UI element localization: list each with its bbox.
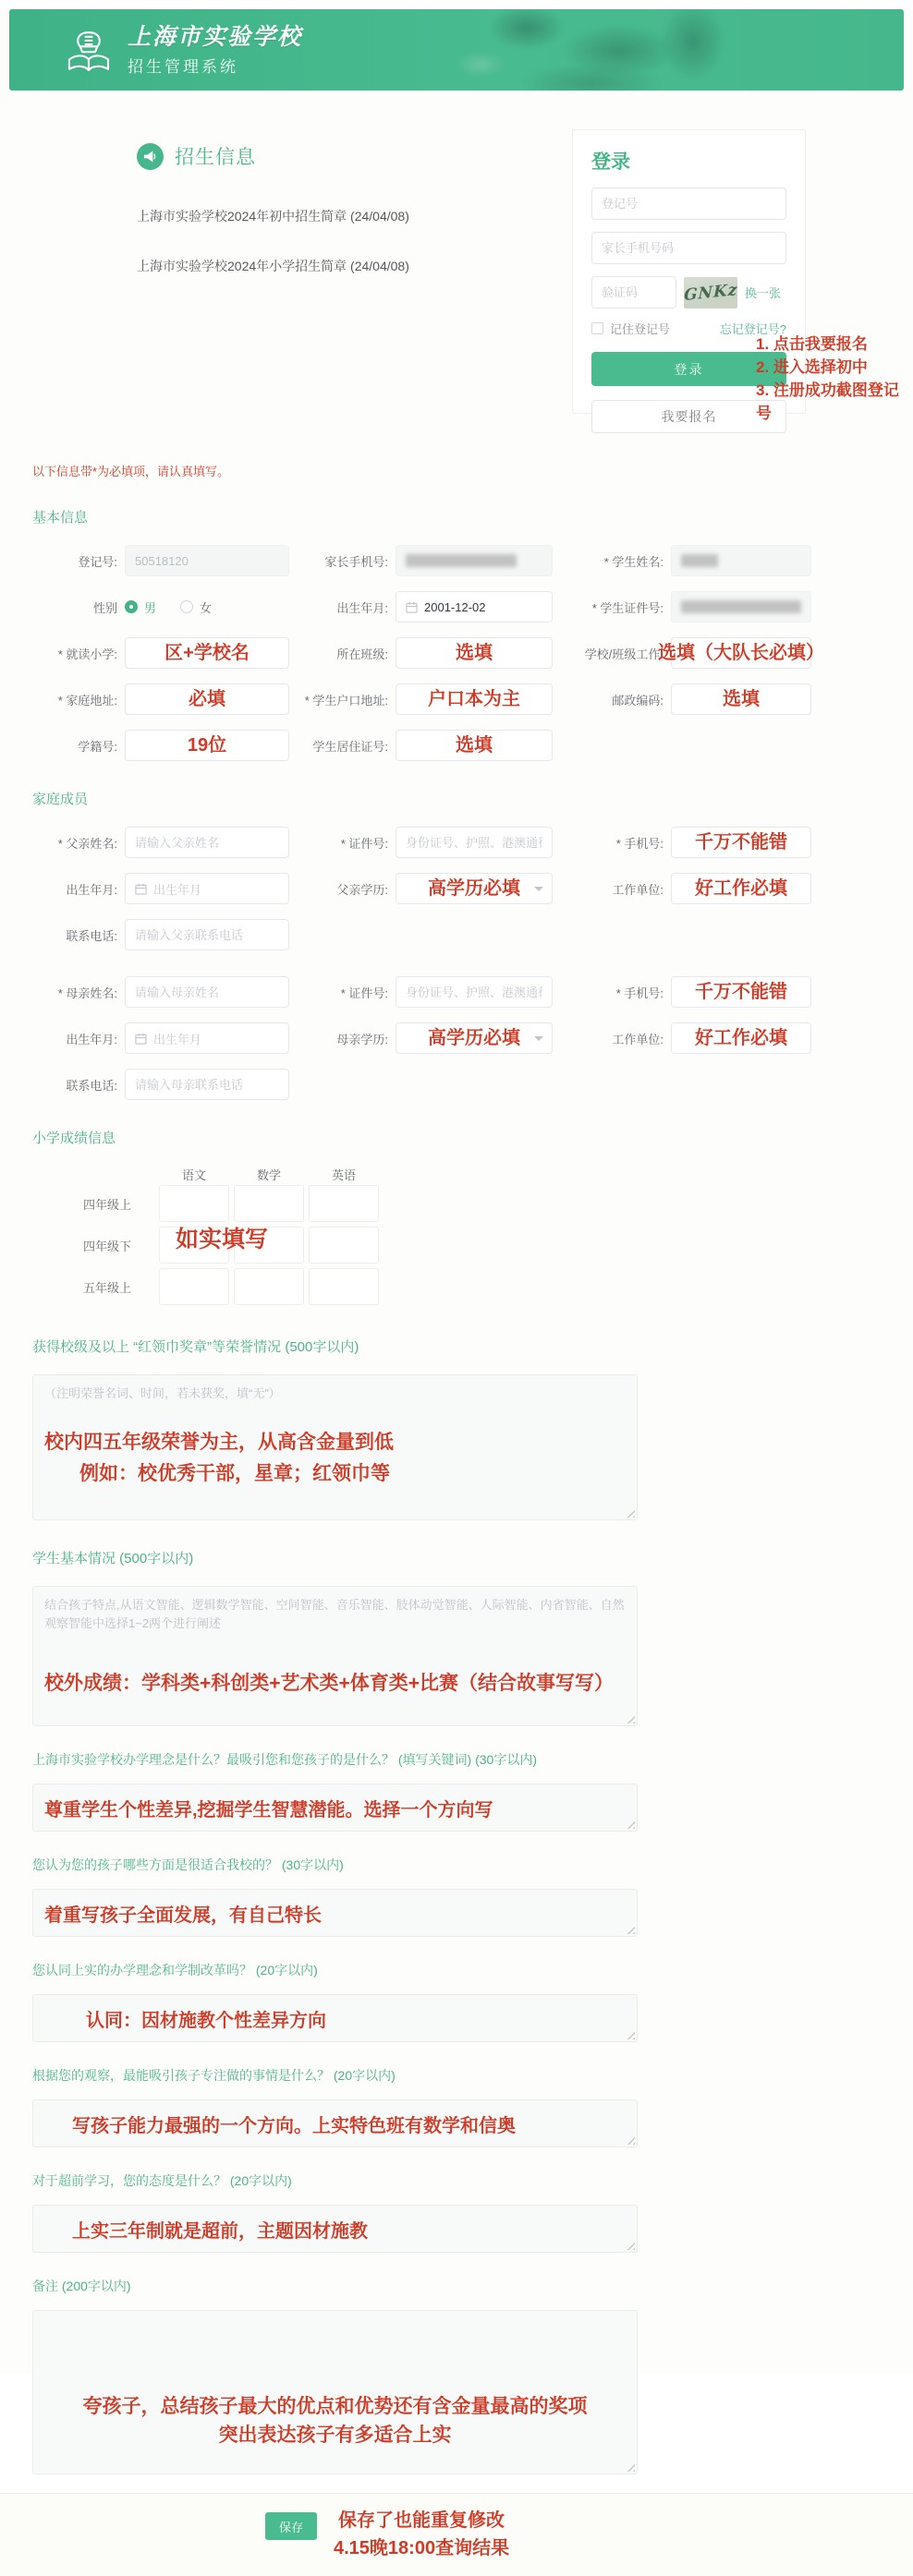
score-input[interactable] bbox=[309, 1185, 379, 1222]
mother-birth-input[interactable] bbox=[125, 1022, 289, 1054]
save-button[interactable]: 保存 bbox=[265, 2512, 317, 2540]
captcha-refresh-link[interactable]: 换一张 bbox=[745, 286, 782, 300]
student-id-label: * 学生证件号: bbox=[591, 600, 663, 615]
captcha-text: GNKz bbox=[683, 280, 738, 305]
father-id-label: * 证件号: bbox=[340, 836, 388, 851]
mother-id-label: * 证件号: bbox=[340, 986, 388, 1000]
residence-label: 学生居住证号: bbox=[312, 739, 388, 754]
class-annotation: 选填 bbox=[456, 643, 493, 663]
hukou-address-input[interactable] bbox=[396, 683, 553, 715]
announcement-icon bbox=[137, 143, 164, 170]
mother-company-annotation: 好工作必填 bbox=[695, 1028, 787, 1048]
honors-annotation-line: 例如：校优秀干部，星章；红领巾等 bbox=[79, 1463, 390, 1484]
honors-annotation bbox=[44, 1427, 626, 1490]
resize-handle-icon[interactable] bbox=[626, 2462, 635, 2472]
father-tel-input[interactable] bbox=[125, 919, 289, 950]
father-id-input[interactable] bbox=[396, 827, 553, 858]
login-steps-annotation bbox=[756, 333, 911, 425]
primary-school-input[interactable] bbox=[125, 637, 289, 669]
question-2-annotation: 着重写孩子全面发展，有自己特长 bbox=[44, 1905, 322, 1926]
login-title: 登录 bbox=[591, 151, 630, 173]
resize-handle-icon[interactable] bbox=[626, 2135, 635, 2145]
school-logo-icon bbox=[63, 25, 115, 77]
father-tel-text[interactable] bbox=[135, 920, 279, 949]
form-footer bbox=[0, 2493, 913, 2576]
question-3-title: 您认同上实的办学理念和学制改革吗？ (20字以内) bbox=[32, 1963, 318, 1977]
profile-annotation: 校外成绩：学科类+科创类+艺术类+体育类+比赛（结合故事写写） bbox=[44, 1673, 615, 1694]
regno-label: 登记号: bbox=[78, 554, 117, 569]
remark-title: 备注 (200字以内) bbox=[32, 2279, 131, 2293]
residence-no-input[interactable] bbox=[396, 730, 553, 761]
father-id-text[interactable] bbox=[406, 828, 542, 857]
zip-label: 邮政编码: bbox=[612, 693, 663, 707]
notice-item-label: 上海市实验学校2024年小学招生简章 bbox=[137, 259, 347, 273]
section-title-basic: 基本信息 bbox=[32, 510, 89, 526]
captcha-input[interactable] bbox=[591, 276, 676, 308]
remember-checkbox[interactable] bbox=[591, 322, 603, 334]
section-title-honors: 获得校级及以上 “红领巾奖章”等荣誉情况 (500字以内) bbox=[32, 1339, 359, 1355]
system-name: 招生管理系统 bbox=[128, 58, 238, 76]
mother-birth-label: 出生年月: bbox=[66, 1032, 117, 1046]
residence-annotation: 选填 bbox=[456, 735, 493, 756]
mother-edu-select[interactable] bbox=[396, 1022, 553, 1054]
gender-field bbox=[125, 599, 289, 616]
score-input[interactable] bbox=[159, 1185, 229, 1222]
redacted-value bbox=[406, 554, 517, 567]
mother-mobile-label: * 手机号: bbox=[615, 986, 663, 1000]
mother-birth-placeholder: 出生年月 bbox=[153, 1032, 202, 1046]
birth-label: 出生年月: bbox=[336, 600, 388, 615]
mother-name-text[interactable] bbox=[135, 977, 279, 1007]
father-name-input[interactable] bbox=[125, 827, 289, 858]
header-background-photo bbox=[416, 9, 813, 91]
required-note: 以下信息带*为必填项，请认真填写。 bbox=[32, 465, 230, 478]
class-work-input[interactable] bbox=[658, 637, 824, 669]
save-annotation-line: 保存了也能重复修改 bbox=[338, 2510, 505, 2531]
profile-placeholder: 结合孩子特点,从语文智能、逻辑数学智能、空间智能、音乐智能、肢体动觉智能、人际智能、内省智能、自然观察智能中选择1~2两个进行阐述 bbox=[44, 1598, 625, 1630]
father-company-label: 工作单位: bbox=[612, 882, 663, 897]
redacted-value bbox=[681, 600, 801, 613]
father-birth-input[interactable] bbox=[125, 873, 289, 904]
father-mobile-input[interactable] bbox=[671, 827, 811, 858]
gender-male-label: 男 bbox=[144, 600, 157, 615]
scores-annotation: 如实填写 bbox=[176, 1227, 269, 1252]
regno-value: 50518120 bbox=[135, 553, 189, 568]
resize-handle-icon[interactable] bbox=[626, 1820, 635, 1829]
father-birth-label: 出生年月: bbox=[66, 882, 117, 897]
student-name-field bbox=[671, 545, 811, 576]
question-3-annotation: 认同：因材施教个性差异方向 bbox=[86, 2010, 326, 2031]
login-step-1: 1. 点击我要报名 bbox=[756, 335, 868, 353]
class-work-annotation: 选填（大队长必填） bbox=[658, 643, 824, 663]
mother-tel-label: 联系电话: bbox=[66, 1078, 117, 1093]
primary-school-annotation: 区+学校名 bbox=[164, 643, 250, 663]
app-header bbox=[9, 9, 904, 91]
resize-handle-icon[interactable] bbox=[626, 1714, 635, 1723]
hukou-annotation: 户口本为主 bbox=[428, 689, 520, 709]
gender-label: 性别 bbox=[92, 600, 117, 615]
score-row-label: 四年级下 bbox=[83, 1239, 132, 1253]
mother-edu-annotation: 高学历必填 bbox=[428, 1028, 520, 1048]
save-annotation bbox=[334, 2507, 509, 2562]
class-input[interactable] bbox=[396, 637, 553, 669]
application-form bbox=[0, 462, 913, 2474]
mother-id-text[interactable] bbox=[406, 977, 542, 1007]
resize-handle-icon[interactable] bbox=[626, 1508, 635, 1518]
notice-item-junior[interactable] bbox=[137, 207, 543, 225]
regno-field bbox=[125, 545, 289, 576]
remark-annotation bbox=[44, 2392, 626, 2449]
register-button[interactable]: 我要报名 bbox=[591, 400, 786, 433]
notice-item-date: (24/04/08) bbox=[350, 209, 409, 224]
father-edu-select[interactable] bbox=[396, 873, 553, 904]
score-col-chinese: 语文 bbox=[181, 1168, 206, 1182]
question-4-annotation: 写孩子能力最强的一个方向。上实特色班有数学和信奥 bbox=[72, 2115, 516, 2136]
login-button[interactable]: 登录 bbox=[591, 352, 786, 386]
question-1-title: 上海市实验学校办学理念是什么？最吸引您和您孩子的是什么？ (填写关键词) (30字以内) bbox=[32, 1752, 537, 1767]
gender-female-label: 女 bbox=[200, 600, 213, 615]
notice-item-primary[interactable] bbox=[137, 257, 543, 275]
father-tel-label: 联系电话: bbox=[66, 928, 117, 943]
father-mobile-annotation: 千万不能错 bbox=[695, 832, 787, 853]
forgot-regno-link[interactable]: 忘记登记号? bbox=[719, 322, 786, 336]
father-name-text[interactable] bbox=[135, 828, 279, 857]
mother-mobile-annotation: 千万不能错 bbox=[695, 982, 787, 1002]
save-annotation-line: 4.15晚18:00查询结果 bbox=[334, 2538, 510, 2558]
score-col-math: 数学 bbox=[256, 1168, 281, 1182]
student-name-label: * 学生姓名: bbox=[603, 554, 663, 569]
notice-item-date: (24/04/08) bbox=[350, 259, 409, 273]
honors-placeholder: （注明荣誉名词、时间，若未获奖，填“无”） bbox=[44, 1386, 281, 1400]
birth-date-input[interactable] bbox=[396, 591, 553, 623]
father-edu-label: 父亲学历: bbox=[336, 882, 388, 897]
score-row-label: 五年级上 bbox=[83, 1280, 132, 1295]
score-input[interactable] bbox=[159, 1268, 229, 1305]
brand bbox=[63, 24, 302, 77]
mother-tel-text[interactable] bbox=[135, 1070, 279, 1099]
mother-company-label: 工作单位: bbox=[612, 1032, 663, 1046]
home-address-input[interactable] bbox=[125, 683, 289, 715]
mother-mobile-input[interactable] bbox=[671, 976, 811, 1008]
remark-annotation-line: 夸孩子，总结孩子最大的优点和优势还有含金量最高的奖项 bbox=[82, 2396, 588, 2417]
question-4-textarea[interactable] bbox=[32, 2099, 638, 2147]
notice-item-label: 上海市实验学校2024年初中招生简章 bbox=[137, 209, 347, 224]
father-mobile-label: * 手机号: bbox=[615, 836, 663, 851]
school-name: 上海市实验学校 bbox=[128, 23, 303, 50]
class-label: 所在班级: bbox=[336, 647, 388, 661]
score-input[interactable] bbox=[234, 1268, 304, 1305]
top-area bbox=[0, 91, 913, 462]
question-4-title: 根据您的观察，最能吸引孩子专注做的事情是什么？ (20字以内) bbox=[32, 2068, 396, 2083]
resize-handle-icon[interactable] bbox=[626, 2030, 635, 2039]
captcha-image[interactable] bbox=[684, 277, 737, 308]
score-table bbox=[83, 1166, 397, 1305]
remember-label: 记住登记号 bbox=[610, 322, 671, 336]
question-5-title: 对于超前学习，您的态度是什么？ (20字以内) bbox=[32, 2173, 292, 2188]
score-row-label: 四年级上 bbox=[83, 1197, 132, 1212]
chevron-down-icon bbox=[534, 1036, 543, 1041]
birth-value: 2001-12-02 bbox=[424, 599, 486, 614]
father-edu-annotation: 高学历必填 bbox=[428, 878, 520, 899]
mother-company-input[interactable] bbox=[671, 1022, 811, 1054]
redacted-value bbox=[681, 554, 718, 567]
parent-phone-label: 家长手机号: bbox=[324, 554, 388, 569]
mother-tel-input[interactable] bbox=[125, 1069, 289, 1100]
home-address-label: * 家庭地址: bbox=[57, 693, 117, 707]
notice-title: 招生信息 bbox=[175, 147, 256, 168]
zip-input[interactable] bbox=[671, 683, 811, 715]
section-title-family: 家庭成员 bbox=[32, 792, 89, 807]
score-input[interactable] bbox=[309, 1227, 379, 1264]
mother-name-label: * 母亲姓名: bbox=[57, 986, 117, 1000]
notice-panel bbox=[137, 142, 543, 275]
honors-annotation-line: 校内四五年级荣誉为主，从高含金量到低 bbox=[44, 1432, 394, 1453]
mother-id-input[interactable] bbox=[396, 976, 553, 1008]
question-5-annotation: 上实三年制就是超前，主题因材施教 bbox=[72, 2220, 368, 2242]
father-company-input[interactable] bbox=[671, 873, 811, 904]
regno-login-input[interactable] bbox=[591, 187, 786, 220]
father-name-label: * 父亲姓名: bbox=[57, 836, 117, 851]
primary-school-label: * 就读小学: bbox=[57, 647, 117, 661]
father-birth-placeholder: 出生年月 bbox=[153, 882, 202, 897]
question-5-textarea[interactable] bbox=[32, 2205, 638, 2253]
father-company-annotation: 好工作必填 bbox=[695, 878, 787, 899]
hukou-label: * 学生户口地址: bbox=[304, 693, 388, 707]
resize-handle-icon[interactable] bbox=[626, 2241, 635, 2250]
calendar-icon bbox=[135, 883, 147, 895]
student-id-field bbox=[671, 591, 811, 623]
parent-phone-field bbox=[396, 545, 553, 576]
student-profile-textarea[interactable] bbox=[32, 1586, 638, 1726]
mother-name-input[interactable] bbox=[125, 976, 289, 1008]
gender-male-radio[interactable] bbox=[125, 600, 138, 613]
student-no-input[interactable] bbox=[125, 730, 289, 761]
score-input[interactable] bbox=[234, 1185, 304, 1222]
question-3-textarea[interactable] bbox=[32, 1994, 638, 2042]
student-no-label: 学籍号: bbox=[78, 739, 117, 754]
remark-annotation-line: 突出表达孩子有多适合上实 bbox=[218, 2425, 452, 2446]
question-1-annotation: 尊重学生个性差异,挖掘学生智慧潜能。选择一个方向写 bbox=[44, 1799, 493, 1820]
calendar-icon bbox=[406, 601, 418, 613]
class-work-label: 学校/班级工作: bbox=[584, 647, 663, 661]
login-step-3: 3. 注册成功截图登记号 bbox=[756, 381, 899, 422]
remark-textarea[interactable] bbox=[32, 2310, 638, 2474]
question-1-textarea[interactable] bbox=[32, 1784, 638, 1832]
question-2-textarea[interactable] bbox=[32, 1889, 638, 1937]
chevron-down-icon bbox=[534, 887, 543, 891]
honors-textarea[interactable] bbox=[32, 1374, 638, 1520]
zip-annotation: 选填 bbox=[723, 689, 760, 709]
score-col-english: 英语 bbox=[331, 1168, 356, 1182]
home-address-annotation: 必填 bbox=[189, 689, 225, 709]
section-title-profile: 学生基本情况 (500字以内) bbox=[32, 1551, 194, 1566]
calendar-icon bbox=[135, 1033, 147, 1045]
mother-edu-label: 母亲学历: bbox=[336, 1032, 388, 1046]
question-2-title: 您认为您的孩子哪些方面是很适合我校的？ (30字以内) bbox=[32, 1857, 344, 1872]
gender-female-radio[interactable] bbox=[180, 600, 193, 613]
score-input[interactable] bbox=[309, 1268, 379, 1305]
section-title-scores: 小学成绩信息 bbox=[32, 1131, 116, 1146]
student-no-annotation: 19位 bbox=[187, 735, 227, 756]
login-step-2: 2. 进入选择初中 bbox=[756, 358, 868, 376]
resize-handle-icon[interactable] bbox=[626, 1925, 635, 1934]
parent-phone-login-input[interactable] bbox=[591, 232, 786, 264]
